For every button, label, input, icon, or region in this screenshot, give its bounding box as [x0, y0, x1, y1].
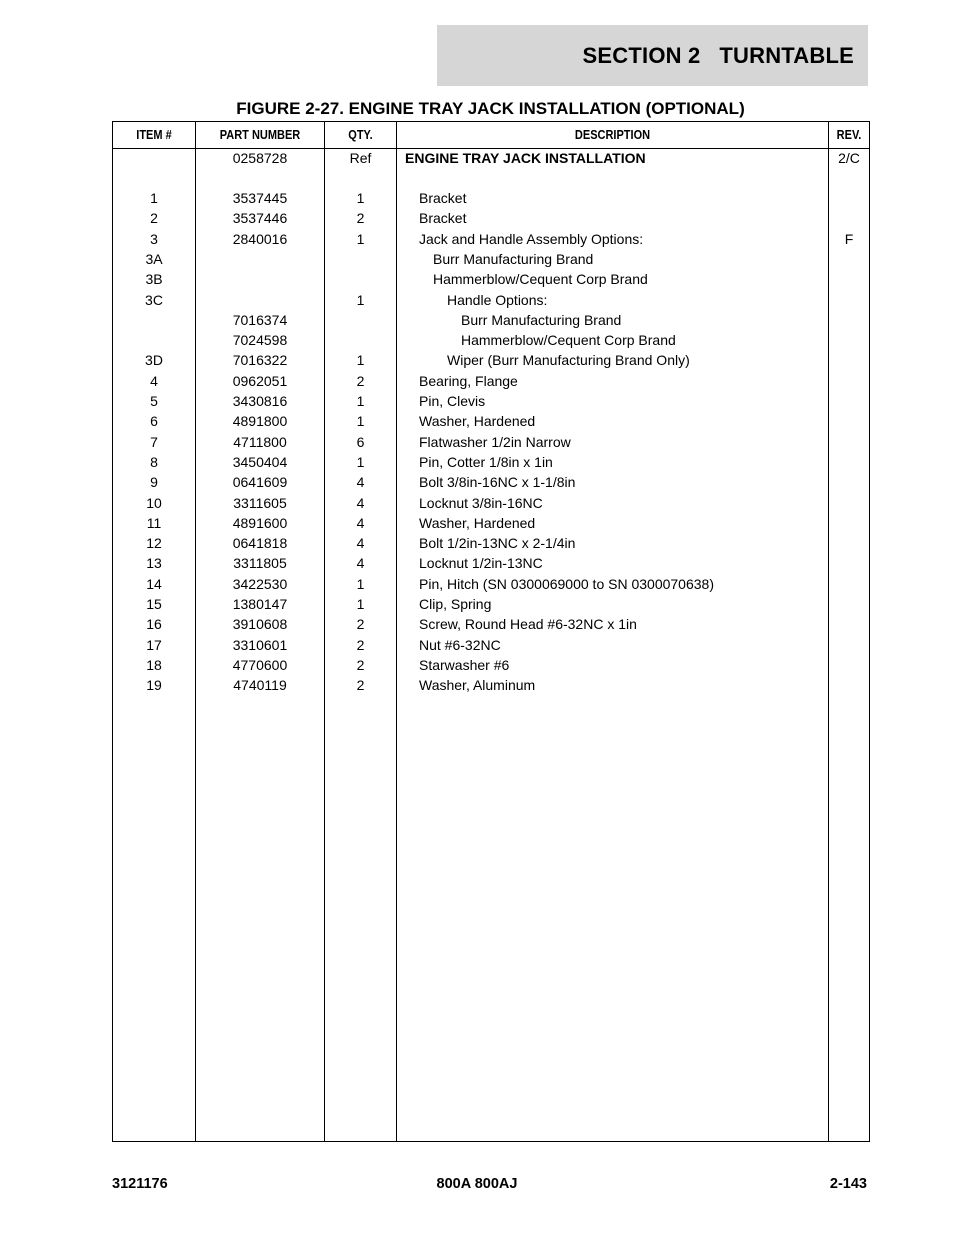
- item-number: 3B: [145, 271, 163, 288]
- table-row: [113, 553, 869, 573]
- table-row: [113, 391, 869, 411]
- description: Washer, Hardened: [419, 413, 536, 430]
- part-number: 3537445: [232, 190, 288, 206]
- part-number: 2840016: [232, 230, 288, 247]
- quantity: 1: [356, 291, 365, 308]
- column-header-qty: QTY.: [348, 128, 373, 142]
- description: Burr Manufacturing Brand: [461, 311, 622, 328]
- quantity: 1: [356, 596, 365, 612]
- part-number: 7016374: [232, 311, 288, 328]
- description: Starwasher #6: [419, 656, 510, 673]
- part-number: 3311605: [233, 494, 287, 511]
- table-row: [113, 432, 869, 452]
- quantity: 4: [356, 474, 365, 491]
- part-number: 7024598: [232, 332, 288, 349]
- part-number: 3910608: [232, 616, 288, 633]
- table-row: [113, 594, 869, 614]
- description: Handle Options:: [447, 291, 548, 308]
- table-row: [113, 269, 869, 289]
- quantity: 4: [356, 555, 365, 572]
- footer-publication-number: 3121176: [112, 1176, 168, 1192]
- part-number: 3450404: [232, 453, 288, 470]
- description: ENGINE TRAY JACK INSTALLATION: [405, 150, 646, 166]
- table-row: [113, 249, 869, 269]
- description: Wiper (Burr Manufacturing Brand Only): [447, 352, 690, 369]
- table-row: [113, 371, 869, 391]
- quantity: 6: [356, 433, 365, 450]
- description: Hammerblow/Cequent Corp Brand: [433, 271, 648, 288]
- description: Screw, Round Head #6-32NC x 1in: [419, 616, 637, 633]
- item-number: 18: [146, 656, 162, 673]
- item-number: 2: [150, 210, 158, 227]
- section-title: SECTION 2 TURNTABLE: [582, 42, 854, 68]
- figure-title: FIGURE 2-27. ENGINE TRAY JACK INSTALLATION (OPTIONAL): [236, 99, 745, 118]
- description: Flatwasher 1/2in Narrow: [419, 433, 571, 450]
- item-number: 5: [150, 393, 158, 409]
- item-number: 6: [150, 413, 158, 430]
- description: Washer, Aluminum: [419, 677, 536, 694]
- description: Locknut 3/8in-16NC: [419, 494, 543, 511]
- part-number: 0258728: [232, 150, 288, 166]
- table-row: [113, 533, 869, 553]
- quantity: 4: [356, 494, 365, 511]
- part-number: 3422530: [232, 575, 288, 592]
- part-number: 0641609: [232, 474, 288, 491]
- description: Clip, Spring: [419, 596, 492, 612]
- table-row: [113, 330, 869, 350]
- quantity: 1: [356, 230, 365, 247]
- column-header-rev: REV.: [836, 128, 862, 142]
- quantity: 1: [356, 190, 365, 206]
- item-number: 3A: [145, 250, 163, 267]
- table-row: [113, 148, 869, 168]
- description: Bolt 1/2in-13NC x 2-1/4in: [419, 535, 576, 552]
- description: Bolt 3/8in-16NC x 1-1/8in: [419, 474, 576, 491]
- item-number: 4: [150, 372, 158, 389]
- quantity: 4: [356, 535, 365, 552]
- description: Nut #6-32NC: [419, 636, 501, 653]
- item-number: 13: [146, 555, 162, 572]
- quantity: 2: [356, 656, 365, 673]
- column-header-part-number: PART NUMBER: [219, 128, 301, 142]
- description: Pin, Hitch (SN 0300069000 to SN 0300070638): [419, 575, 714, 592]
- item-number: 11: [146, 514, 162, 531]
- description: Jack and Handle Assembly Options:: [419, 230, 644, 247]
- item-number: 1: [150, 190, 158, 206]
- column-header-item: ITEM #: [136, 128, 172, 142]
- column-header-description: DESCRIPTION: [574, 128, 651, 142]
- part-number: 4711800: [233, 433, 287, 450]
- footer-page-number: 2-143: [829, 1176, 867, 1192]
- table-row: [113, 310, 869, 330]
- part-number: 3430816: [232, 393, 288, 409]
- part-number: 4740119: [233, 677, 287, 694]
- table-row: [113, 229, 869, 249]
- item-number: 12: [146, 535, 162, 552]
- item-number: 17: [146, 636, 162, 653]
- table-row: [113, 493, 869, 513]
- item-number: 15: [146, 596, 162, 612]
- item-number: 8: [150, 453, 158, 470]
- item-number: 10: [146, 494, 162, 511]
- description: Pin, Clevis: [419, 393, 486, 409]
- quantity: 2: [356, 210, 365, 227]
- quantity: 1: [356, 575, 365, 592]
- table-row: [113, 290, 869, 310]
- part-number: 1380147: [232, 596, 288, 612]
- item-number: 3D: [145, 352, 163, 369]
- table-row: [113, 452, 869, 472]
- description: Locknut 1/2in-13NC: [419, 555, 543, 572]
- table-row: [113, 472, 869, 492]
- description: Pin, Cotter 1/8in x 1in: [419, 453, 553, 470]
- table-row: [113, 574, 869, 594]
- quantity: 1: [356, 453, 365, 470]
- revision: 2/C: [838, 150, 860, 166]
- quantity: 2: [356, 616, 365, 633]
- table-row: [113, 188, 869, 208]
- table-row: [113, 675, 869, 695]
- quantity: 4: [356, 514, 365, 531]
- table-row: [113, 513, 869, 533]
- part-number: 0962051: [232, 372, 288, 389]
- table-row: [113, 655, 869, 675]
- part-number: 3311805: [233, 555, 287, 572]
- description: Hammerblow/Cequent Corp Brand: [461, 332, 676, 349]
- revision: F: [844, 230, 854, 247]
- section-header: [437, 25, 868, 86]
- part-number: 4770600: [232, 656, 288, 673]
- item-number: 3C: [145, 291, 163, 308]
- quantity: 2: [356, 677, 365, 694]
- quantity: Ref: [349, 150, 372, 166]
- item-number: 9: [150, 474, 158, 491]
- quantity: 1: [356, 352, 365, 369]
- part-number: 0641818: [232, 535, 288, 552]
- item-number: 16: [146, 616, 162, 633]
- quantity: 1: [356, 393, 365, 409]
- table-row: [113, 350, 869, 370]
- description: Bracket: [419, 210, 467, 227]
- parts-table: [112, 121, 870, 1142]
- part-number: 4891800: [232, 413, 288, 430]
- part-number: 3537446: [232, 210, 288, 227]
- description: Washer, Hardened: [419, 514, 536, 531]
- description: Burr Manufacturing Brand: [433, 250, 594, 267]
- footer-model: 800A 800AJ: [436, 1176, 518, 1192]
- quantity: 1: [356, 413, 365, 430]
- item-number: 3: [150, 230, 158, 247]
- item-number: 14: [146, 575, 162, 592]
- description: Bearing, Flange: [419, 372, 518, 389]
- table-row: [113, 635, 869, 655]
- description: Bracket: [419, 190, 467, 206]
- table-row: [113, 614, 869, 634]
- quantity: 2: [356, 372, 365, 389]
- item-number: 7: [150, 433, 158, 450]
- item-number: 19: [146, 677, 162, 694]
- table-row: [113, 411, 869, 431]
- part-number: 7016322: [232, 352, 288, 369]
- table-row: [113, 208, 869, 228]
- part-number: 3310601: [232, 636, 288, 653]
- quantity: 2: [356, 636, 365, 653]
- part-number: 4891600: [232, 514, 288, 531]
